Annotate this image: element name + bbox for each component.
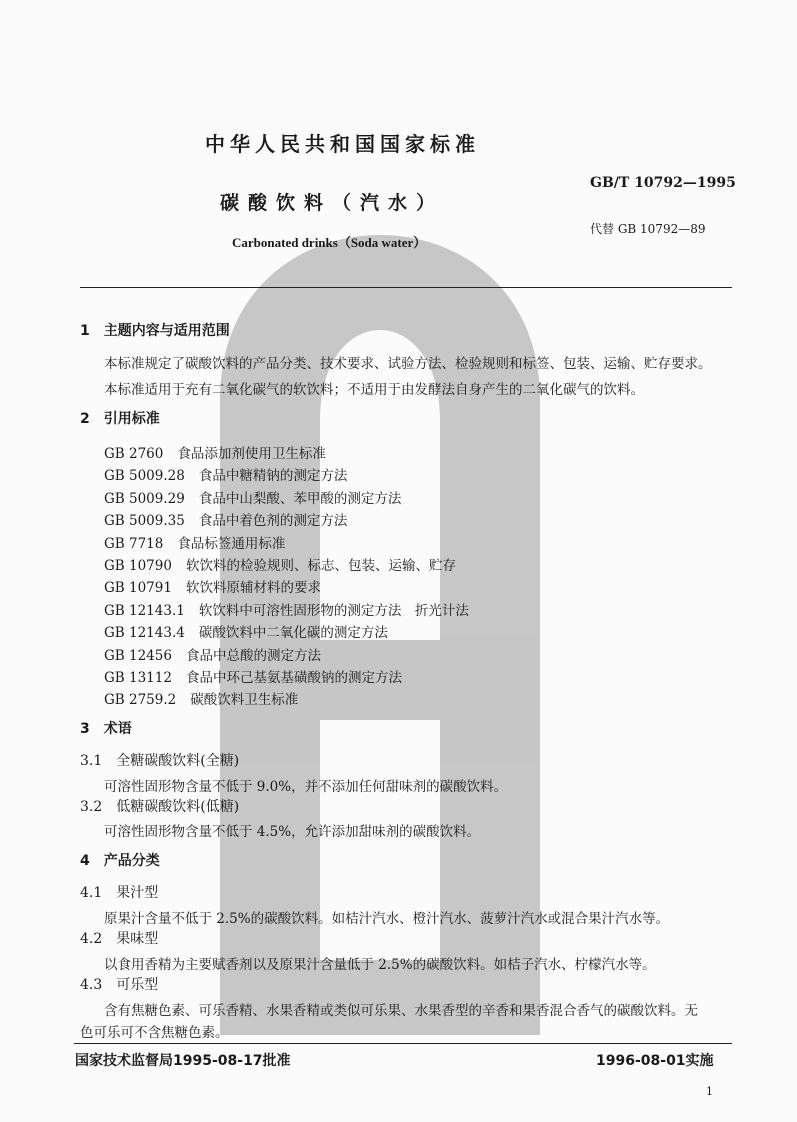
reference-code: GB 5009.29	[104, 490, 185, 507]
reference-code: GB 12143.1	[104, 602, 185, 619]
section-2-heading: 2 引用标准	[80, 411, 160, 427]
reference-code: GB 7718	[104, 535, 164, 552]
reference-item	[104, 666, 402, 686]
class-4-2-heading: 4.2 果味型	[80, 931, 159, 947]
reference-title: 软饮料的检验规则、标志、包装、运输、贮存	[185, 558, 456, 574]
reference-code: GB 2759.2	[104, 692, 177, 709]
reference-title: 食品标签通用标准	[177, 535, 286, 552]
term-3-1-heading: 3.1 全糖碳酸饮料(全糖)	[80, 753, 240, 769]
reference-title: 碳酸饮料卫生标准	[190, 692, 299, 709]
reference-item	[104, 599, 469, 619]
reference-code: GB 10791	[104, 580, 172, 597]
effective-date: 1996-08-01实施	[596, 1053, 714, 1069]
reference-code: GB 13112	[104, 670, 172, 686]
reference-code: GB 12456	[104, 647, 172, 664]
reference-code: GB 12143.4	[104, 625, 185, 642]
class-4-1-body: 原果汁含量不低于 2.5%的碳酸饮料。如桔汁汽水、橙汁汽水、菠萝汁汽水或混合果汁汽水等。	[104, 911, 670, 927]
reference-item	[104, 442, 326, 462]
reference-code: GB 5009.35	[104, 513, 185, 530]
reference-title: 软饮料中可溶性固形物的测定方法 折光计法	[198, 602, 469, 619]
term-3-2-heading: 3.2 低糖碳酸饮料(低糖)	[80, 799, 240, 815]
reference-title: 食品中环己基氨基磺酸钠的测定方法	[185, 670, 402, 686]
class-4-3-body-line-1: 含有焦糖色素、可乐香精、水果香精或类似可乐果、水果香型的辛香和果香混合香气的碳酸饮料。无	[104, 1003, 698, 1019]
reference-item	[104, 688, 298, 708]
class-4-3-body-line-2: 色可乐可不含焦糖色素。	[80, 1025, 229, 1041]
reference-item	[104, 464, 347, 484]
reference-item	[104, 554, 456, 574]
reference-code: GB 10790	[104, 558, 172, 574]
reference-title: 食品中糖精钠的测定方法	[198, 468, 348, 485]
section-1-paragraph-1: 本标准规定了碳酸饮料的产品分类、技术要求、试验方法、检验规则和标签、包装、运输、贮存要求。	[104, 356, 712, 372]
reference-item	[104, 644, 321, 664]
replaces-standard: 代替 GB 10792—89	[590, 222, 706, 236]
reference-title: 食品中着色剂的测定方法	[198, 513, 348, 530]
document-title: 碳酸饮料（汽水）	[220, 192, 445, 214]
reference-item	[104, 532, 285, 552]
reference-item	[104, 621, 388, 641]
reference-title: 食品添加剂使用卫生标准	[177, 446, 326, 462]
reference-title: 碳酸饮料中二氧化碳的测定方法	[198, 625, 388, 642]
reference-title: 食品中总酸的测定方法	[185, 647, 321, 664]
section-3-heading: 3 术语	[80, 721, 132, 737]
english-title: Carbonated drinks（Soda water）	[232, 235, 427, 250]
reference-code: GB 5009.28	[104, 468, 185, 485]
header-divider	[80, 287, 732, 288]
national-standard-heading: 中华人民共和国国家标准	[205, 132, 480, 156]
section-4-heading: 4 产品分类	[80, 853, 160, 869]
reference-title: 食品中山梨酸、苯甲酸的测定方法	[198, 490, 402, 507]
footer-divider	[74, 1043, 732, 1044]
reference-code: GB 2760	[104, 446, 164, 462]
term-3-1-body: 可溶性固形物含量不低于 9.0%，并不添加任何甜味剂的碳酸饮料。	[104, 779, 508, 795]
approval-info: 国家技术监督局1995-08-17批准	[75, 1053, 291, 1069]
section-1-heading: 1 主题内容与适用范围	[80, 323, 230, 339]
page-number: 1	[706, 1085, 713, 1098]
section-1-paragraph-2: 本标准适用于充有二氧化碳气的软饮料；不适用于由发酵法自身产生的二氧化碳气的饮料。	[104, 382, 644, 398]
class-4-3-heading: 4.3 可乐型	[80, 977, 159, 993]
class-4-2-body: 以食用香精为主要赋香剂以及原果汁含量低于 2.5%的碳酸饮料。如桔子汽水、柠檬汽水等。	[104, 957, 656, 973]
reference-item	[104, 487, 401, 507]
class-4-1-heading: 4.1 果汁型	[80, 885, 159, 901]
reference-item	[104, 576, 321, 596]
reference-item	[104, 509, 347, 529]
reference-title: 软饮料原辅材料的要求	[185, 580, 321, 597]
standard-number: GB/T 10792—1995	[590, 175, 736, 191]
term-3-2-body: 可溶性固形物含量不低于 4.5%，允许添加甜味剂的碳酸饮料。	[104, 824, 481, 840]
